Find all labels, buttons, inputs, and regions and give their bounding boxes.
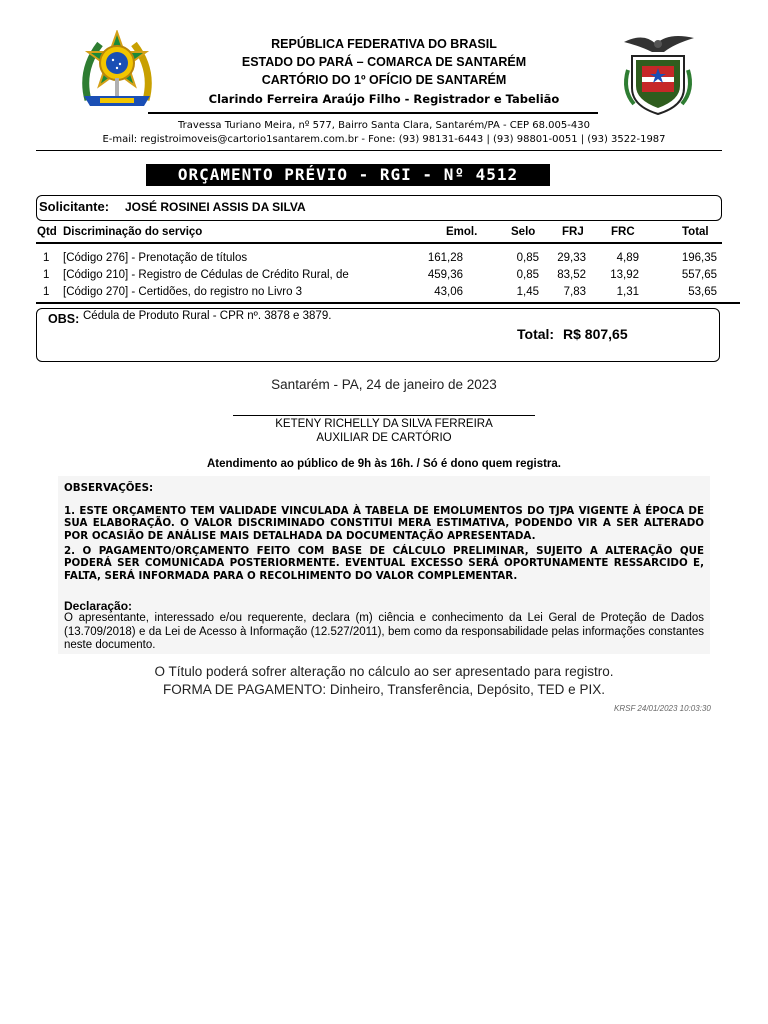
header-office: CARTÓRIO DO 1º OFÍCIO DE SANTARÉM [261, 73, 507, 87]
row-service: [Código 210] - Registro de Cédulas de Crédito Rural, de [63, 269, 349, 281]
header-bottom-divider [36, 150, 722, 151]
row-service: [Código 270] - Certidões, do registro no Livro 3 [63, 286, 303, 298]
row-emol: 161,28 [427, 252, 463, 264]
signature-line [233, 415, 535, 416]
place-date: Santarém - PA, 24 de janeiro de 2023 [271, 377, 497, 392]
obs-label: OBS: [48, 312, 80, 326]
requester-box [36, 195, 722, 221]
observation-item-2: 2. O PAGAMENTO/ORÇAMENTO FEITO COM BASE DE CÁLCULO PRELIMINAR, SUJEITO A ALTERAÇÃO QUE PODERÁ SER COMUNICADA POSTERIORMENTE. EVENTUAL EXCESSO SERÁ OPORTUNAMENTE RESSARCIDO E, FALTA, SERÁ INFORMADA PARA O RECOLHIMENTO DO VALOR COMPLEMENTAR. [64, 545, 704, 582]
row-qtd: 1 [43, 286, 50, 298]
row-total: 53,65 [688, 286, 717, 298]
table-bottom-divider [36, 302, 740, 304]
row-frc: 1,31 [616, 286, 639, 298]
signatory-name: KETENY RICHELLY DA SILVA FERREIRA [275, 418, 493, 430]
declaration-text: O apresentante, interessado e/ou requerente, declara (m) ciência e conhecimento da Lei Geral de Proteção de Dados (13.709/2018) e da Lei de Acesso à Informação (12.527/2011), bem como da responsabilidade pelas informações constantes neste documento. [64, 612, 704, 651]
col-emol: Emol. [446, 226, 478, 238]
obs-text: Cédula de Produto Rural - CPR nº. 3878 e 3879. [83, 310, 332, 322]
row-total: 557,65 [681, 269, 717, 281]
col-qtd: Qtd [37, 226, 57, 238]
declaration-title: Declaração: [64, 599, 133, 613]
col-selo: Selo [511, 226, 536, 238]
signatory-role: AUXILIAR DE CARTÓRIO [316, 432, 452, 444]
row-selo: 1,45 [516, 286, 539, 298]
header-state: ESTADO DO PARÁ – COMARCA DE SANTARÉM [241, 55, 527, 69]
timestamp-stamp: KRSF 24/01/2023 10:03:30 [614, 704, 711, 713]
requester-label: Solicitante: [39, 199, 110, 214]
hours-note: Atendimento ao público de 9h às 16h. / Só é dono quem registra. [206, 458, 561, 470]
table-header-divider [36, 242, 722, 244]
payment-methods: FORMA DE PAGAMENTO: Dinheiro, Transferência, Depósito, TED e PIX. [163, 682, 605, 697]
row-selo: 0,85 [516, 252, 539, 264]
requester-name: JOSÉ ROSINEI ASSIS DA SILVA [125, 200, 306, 214]
row-frc: 13,92 [610, 269, 639, 281]
row-frc: 4,89 [616, 252, 639, 264]
col-service: Discriminação do serviço [63, 226, 203, 238]
footer-note: O Título poderá sofrer alteração no cálculo ao ser apresentado para registro. [154, 664, 614, 679]
row-frj: 7,83 [563, 286, 586, 298]
row-emol: 43,06 [434, 286, 463, 298]
header-address: Travessa Turiano Meira, nº 577, Bairro Santa Clara, Santarém/PA - CEP 68.005-430 [178, 120, 590, 131]
row-qtd: 1 [43, 269, 50, 281]
header-divider [148, 112, 598, 114]
total-value: R$ 807,65 [563, 326, 628, 342]
row-qtd: 1 [43, 252, 50, 264]
observations-title: OBSERVAÇÕES: [64, 482, 154, 494]
header-republic: REPÚBLICA FEDERATIVA DO BRASIL [271, 37, 497, 51]
observation-item-1: 1. ESTE ORÇAMENTO TEM VALIDADE VINCULADA À TABELA DE EMOLUMENTOS DO TJPA VIGENTE À ÉPOCA DE SUA ELABORAÇÃO. O VALOR DISCRIMINADO CONSTITUI MERA ESTIMATIVA, PODENDO VIR A SER ALTERADO POR OCASIÃO DE ANÁLISE MAIS DETALHADA DA DOCUMENTAÇÃO APRESENTADA. [64, 505, 704, 542]
obs-box [36, 308, 720, 362]
row-frj: 83,52 [557, 269, 586, 281]
total-label: Total: [517, 326, 555, 342]
col-frc: FRC [611, 226, 635, 238]
col-frj: FRJ [562, 226, 584, 238]
row-service: [Código 276] - Prenotação de títulos [63, 252, 248, 264]
row-frj: 29,33 [557, 252, 586, 264]
row-selo: 0,85 [516, 269, 539, 281]
header-contact: E-mail: registroimoveis@cartorio1santarem.com.br - Fone: (93) 98131-6443 | (93) 98801-0051 | (93) 3522-1987 [102, 134, 666, 145]
header-registrar: Clarindo Ferreira Araújo Filho - Registrador e Tabelião [208, 92, 560, 106]
row-total: 196,35 [681, 252, 717, 264]
row-emol: 459,36 [427, 269, 463, 281]
col-total: Total [682, 226, 709, 238]
budget-title: ORÇAMENTO PRÉVIO - RGI - Nº 4512 [146, 164, 550, 186]
